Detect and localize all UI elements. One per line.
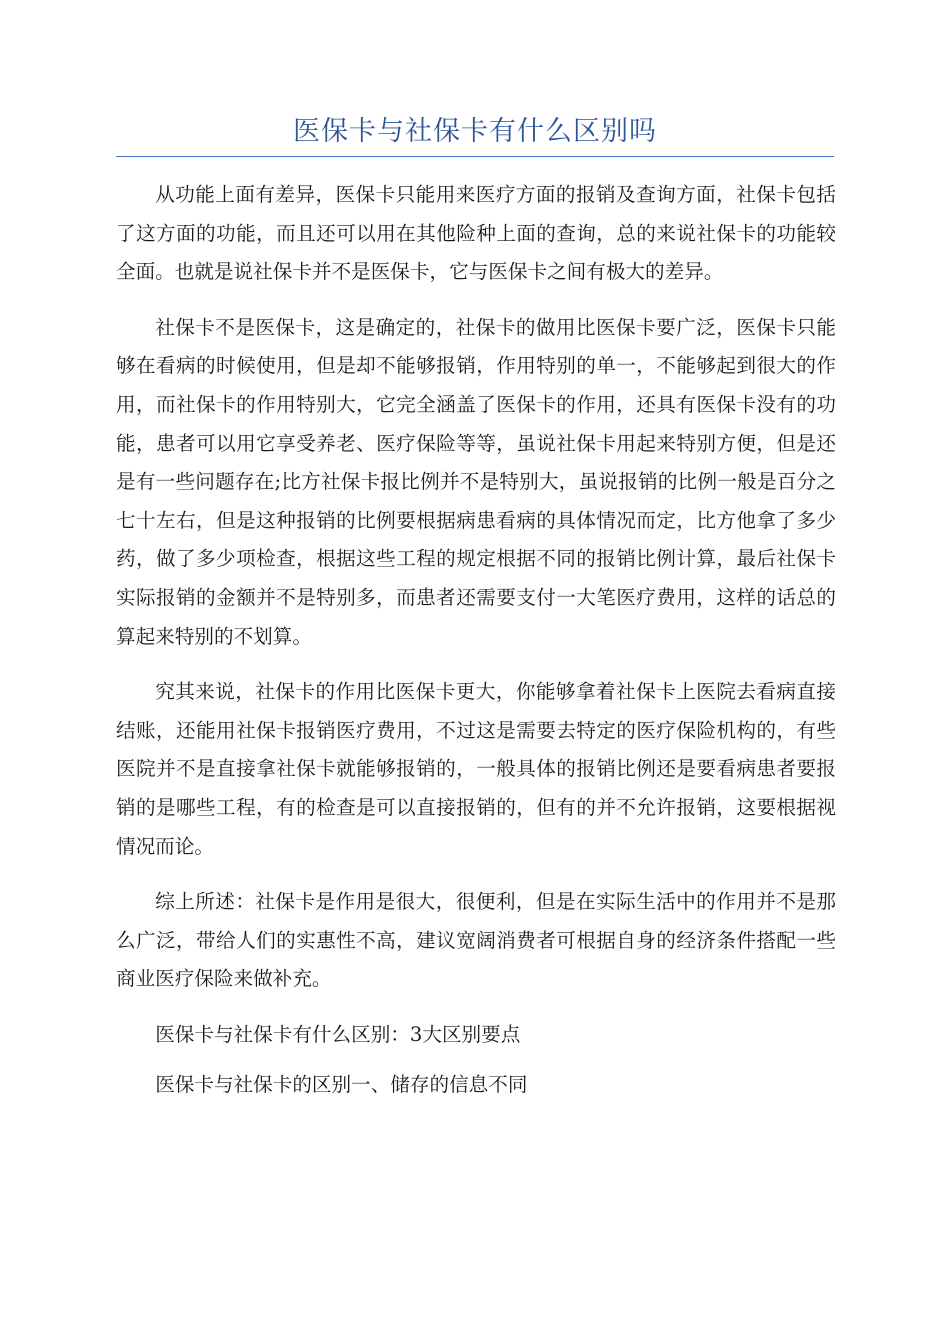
title-block (116, 112, 834, 157)
section-heading-difference-one: 医保卡与社保卡的区别一、储存的信息不同 (155, 1073, 528, 1097)
section-heading-three-differences: 医保卡与社保卡有什么区别：3大区别要点 (155, 1022, 521, 1046)
document-title: 医保卡与社保卡有什么区别吗 (293, 116, 657, 147)
paragraph-social-card-larger-role: 究其来说，社保卡的作用比医保卡更大，你能够拿着社保卡上医院去看病直接结账，还能用社保卡报销医疗费用，不过这是需要去特定的医疗保险机构的，有些医院并不是直接拿社保卡就能够报销的，一般具体的报销比例还是要看病患者要报销的是哪些工程，有的检查是可以直接报销的，但有的并不允许报销，这要根据视情况而论。 (116, 680, 836, 858)
paragraph-function-difference: 从功能上面有差异，医保卡只能用来医疗方面的报销及查询方面，社保卡包括了这方面的功能，而且还可以用在其他险种上面的查询，总的来说社保卡的功能较全面。也就是说社保卡并不是医保卡，它与医保卡之间有极大的差异。 (116, 183, 836, 284)
paragraph-social-card-not-medical-card: 社保卡不是医保卡，这是确定的，社保卡的做用比医保卡要广泛，医保卡只能够在看病的时候使用，但是却不能够报销，作用特别的单一，不能够起到很大的作用，而社保卡的作用特别大，它完全涵盖了医保卡的作用，还具有医保卡没有的功能，患者可以用它享受养老、医疗保险等等，虽说社保卡用起来特别方便，但是还是有一些问题存在;比方社保卡报比例并不是特别大，虽说报销的比例一般是百分之七十左右，但是这种报销的比例要根据病患看病的具体情况而定，比方他拿了多少药，做了多少项检查，根据这些工程的规定根据不同的报销比例计算，最后社保卡实际报销的金额并不是特别多，而患者还需要支付一大笔医疗费用，这样的话总的算起来特别的不划算。 (116, 315, 836, 648)
paragraph-summary: 综上所述：社保卡是作用是很大，很便利，但是在实际生活中的作用并不是那么广泛，带给人们的实惠性不高，建议宽阔消费者可根据自身的经济条件搭配一些商业医疗保险来做补充。 (116, 890, 836, 991)
document-body (116, 176, 836, 1117)
